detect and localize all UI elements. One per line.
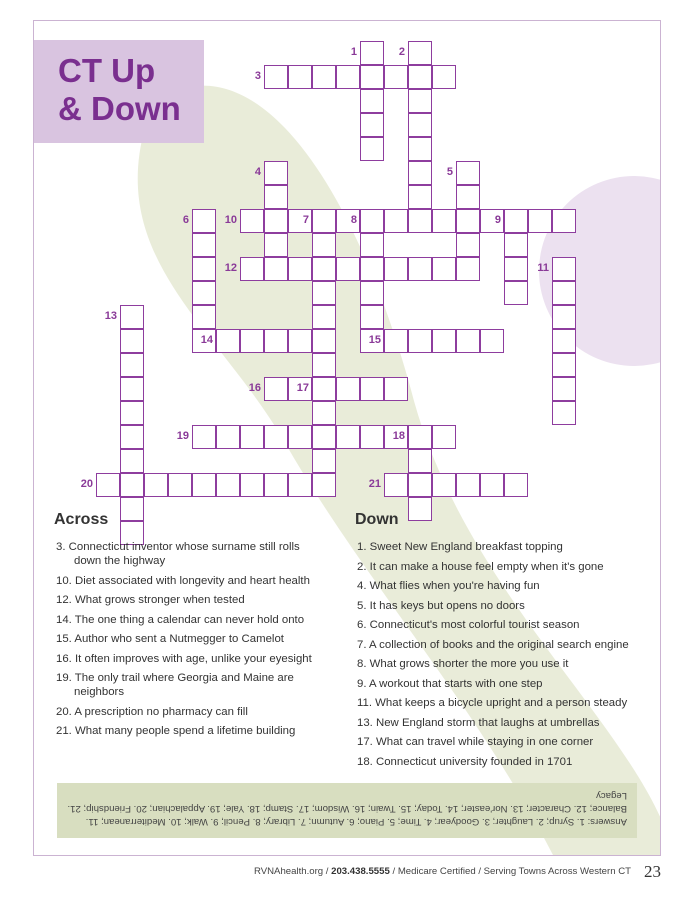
crossword-cell[interactable]	[408, 257, 432, 281]
clue-number: 4	[254, 166, 261, 178]
crossword-cell[interactable]	[408, 497, 432, 521]
crossword-cell[interactable]	[480, 329, 504, 353]
crossword-cell[interactable]	[288, 425, 312, 449]
across-clue: 21. What many people spend a lifetime building	[56, 725, 296, 737]
crossword-cell[interactable]	[384, 329, 408, 353]
across-clue: 3. Connecticut inventor whose surname still rolls down the highway	[56, 541, 300, 567]
crossword-cell[interactable]	[456, 329, 480, 353]
crossword-cell[interactable]	[432, 65, 456, 89]
clue-number: 10	[224, 214, 237, 226]
crossword-cell[interactable]	[288, 65, 312, 89]
clue-number: 9	[494, 214, 501, 226]
down-clue: 18. Connecticut university founded in 1701	[357, 755, 573, 768]
clue-number: 6	[182, 214, 189, 226]
crossword-cell[interactable]	[312, 329, 336, 353]
crossword-cell[interactable]	[264, 161, 288, 185]
crossword-cell[interactable]	[168, 473, 192, 497]
footer-separator: /	[389, 866, 398, 877]
crossword-cell[interactable]	[240, 209, 264, 233]
across-heading: Across	[54, 511, 109, 528]
crossword-cell[interactable]	[312, 257, 336, 281]
crossword-cell[interactable]	[240, 425, 264, 449]
crossword-cell[interactable]	[552, 281, 576, 305]
across-clue: 19. The only trail where Georgia and Maine are neighbors	[56, 672, 294, 698]
crossword-cell[interactable]	[264, 329, 288, 353]
crossword-cell[interactable]	[360, 305, 384, 329]
crossword-cell[interactable]	[552, 305, 576, 329]
page-number: 23	[644, 862, 661, 881]
crossword-cell[interactable]	[408, 137, 432, 161]
crossword-cell[interactable]	[408, 209, 432, 233]
clue-number: 16	[248, 382, 261, 394]
crossword-cell[interactable]	[216, 329, 240, 353]
clue-number: 3	[254, 70, 261, 82]
clue-number: 11	[537, 262, 549, 274]
crossword-cell[interactable]	[312, 401, 336, 425]
crossword-cell[interactable]	[360, 113, 384, 137]
down-clue: 11. What keeps a bicycle upright and a person steady	[357, 697, 628, 709]
crossword-cell[interactable]	[504, 473, 528, 497]
crossword-cell[interactable]	[264, 425, 288, 449]
crossword-cell[interactable]	[264, 473, 288, 497]
crossword-cell[interactable]	[120, 497, 144, 521]
down-clue: 8. What grows shorter the more you use it	[357, 658, 569, 670]
crossword-cell[interactable]	[552, 401, 576, 425]
crossword-cell[interactable]	[408, 329, 432, 353]
crossword-cell[interactable]	[192, 281, 216, 305]
crossword-cell[interactable]	[408, 89, 432, 113]
crossword-cell[interactable]	[408, 113, 432, 137]
clue-number: 14	[200, 334, 213, 346]
down-clue: 7. A collection of books and the original search engine	[357, 638, 629, 651]
crossword-cell[interactable]	[360, 233, 384, 257]
crossword-cell[interactable]	[192, 425, 216, 449]
clue-number: 1	[350, 46, 357, 58]
crossword-cell[interactable]	[456, 233, 480, 257]
crossword-cell[interactable]	[312, 473, 336, 497]
crossword-cell[interactable]	[360, 137, 384, 161]
clue-number: 15	[368, 334, 381, 346]
down-clue: 9. A workout that starts with one step	[357, 677, 543, 690]
crossword-cell[interactable]	[120, 401, 144, 425]
crossword-cell[interactable]	[360, 257, 384, 281]
crossword-cell[interactable]	[120, 425, 144, 449]
clue-number: 5	[446, 166, 453, 178]
crossword-cell[interactable]	[432, 473, 456, 497]
crossword-cell[interactable]	[120, 353, 144, 377]
crossword-cell[interactable]	[240, 473, 264, 497]
crossword-cell[interactable]	[384, 209, 408, 233]
crossword-cell[interactable]	[432, 425, 456, 449]
crossword-cell[interactable]	[384, 377, 408, 401]
down-heading: Down	[355, 511, 399, 528]
crossword-cell[interactable]	[336, 377, 360, 401]
crossword-cell[interactable]	[264, 257, 288, 281]
across-clue: 20. A prescription no pharmacy can fill	[56, 705, 248, 718]
crossword-cell[interactable]	[360, 89, 384, 113]
crossword-cell[interactable]	[408, 65, 432, 89]
crossword-cell[interactable]	[336, 257, 360, 281]
crossword-cell[interactable]	[504, 209, 528, 233]
down-clue: 13. New England storm that laughs at umbrellas	[357, 716, 600, 729]
crossword-cell[interactable]	[432, 329, 456, 353]
crossword-cell[interactable]	[456, 473, 480, 497]
crossword-cell[interactable]	[360, 65, 384, 89]
crossword-cell[interactable]	[120, 329, 144, 353]
crossword-cell[interactable]	[552, 209, 576, 233]
answer-key-box	[57, 783, 637, 838]
down-clue: 17. What can travel while staying in one corner	[357, 736, 594, 748]
crossword-cell[interactable]	[504, 281, 528, 305]
clue-number: 8	[350, 214, 357, 226]
crossword-cell[interactable]	[120, 473, 144, 497]
crossword-cell[interactable]	[432, 257, 456, 281]
crossword-cell[interactable]	[120, 377, 144, 401]
crossword-cell[interactable]	[552, 377, 576, 401]
crossword-cell[interactable]	[336, 425, 360, 449]
crossword-cell[interactable]	[312, 281, 336, 305]
crossword-cell[interactable]	[192, 233, 216, 257]
crossword-cell[interactable]	[456, 161, 480, 185]
clue-number: 2	[398, 46, 405, 58]
crossword-cell[interactable]	[264, 233, 288, 257]
crossword-cell[interactable]	[216, 473, 240, 497]
crossword-cell[interactable]	[384, 473, 408, 497]
crossword-cell[interactable]	[288, 473, 312, 497]
crossword-cell[interactable]	[432, 209, 456, 233]
footer-website: RVNAhealth.org	[253, 866, 324, 877]
across-clue: 14. The one thing a calendar can never hold onto	[56, 613, 305, 626]
crossword-cell[interactable]	[504, 233, 528, 257]
crossword-cell[interactable]	[264, 185, 288, 209]
crossword-cell[interactable]	[360, 209, 384, 233]
down-clue: 2. It can make a house feel empty when it's gone	[357, 560, 604, 573]
crossword-cell[interactable]	[96, 473, 120, 497]
crossword-cell[interactable]	[312, 353, 336, 377]
crossword-cell[interactable]	[312, 233, 336, 257]
crossword-cell[interactable]	[336, 65, 360, 89]
footer	[254, 866, 631, 877]
crossword-cell[interactable]	[384, 65, 408, 89]
clue-number: 18	[392, 430, 405, 442]
across-clue: 15. Author who sent a Nutmegger to Camelot	[56, 633, 284, 645]
across-clue: 10. Diet associated with longevity and heart health	[56, 574, 310, 587]
crossword-cell[interactable]	[288, 257, 312, 281]
crossword-cell[interactable]	[360, 377, 384, 401]
crossword-cell[interactable]	[192, 305, 216, 329]
clue-number: 21	[368, 478, 381, 490]
crossword-cell[interactable]	[264, 65, 288, 89]
down-clue: 5. It has keys but opens no doors	[357, 599, 525, 612]
crossword-cell[interactable]	[408, 449, 432, 473]
answer-key-text: Answers: 1. Syrup; 2. Laughter; 3. Goodyear; 4. Time; 5. Piano; 6. Autumn; 7. Library; 8. Pencil; 9. Walk; 10. Mediterranean; 11. Balance; 12. Character; 13. Nor'easter; 14. Today; 15. Twain; 16. Wisdom; 17. Stamp; 18. Yale; 19. Appalachian; 20. Friendship; 21. Legacy	[67, 790, 627, 827]
down-clue: 6. Connecticut's most colorful tourist season	[357, 619, 580, 631]
crossword-cell[interactable]	[480, 473, 504, 497]
crossword-cell[interactable]	[120, 305, 144, 329]
crossword-cell[interactable]	[408, 473, 432, 497]
down-clue: 4. What flies when you're having fun	[357, 580, 540, 592]
crossword-cell[interactable]	[456, 257, 480, 281]
down-clue-list	[357, 540, 647, 774]
crossword-cell[interactable]	[408, 425, 432, 449]
clue-number: 7	[302, 214, 309, 226]
crossword-cell[interactable]	[552, 329, 576, 353]
crossword-cell[interactable]	[312, 425, 336, 449]
crossword-cell[interactable]	[384, 257, 408, 281]
crossword-cell[interactable]	[312, 377, 336, 401]
clue-number: 13	[104, 310, 117, 322]
crossword-cell[interactable]	[456, 185, 480, 209]
crossword-cell[interactable]	[216, 425, 240, 449]
footer-separator: /	[323, 866, 332, 877]
page-title: CT Up & Down	[58, 52, 181, 127]
clue-number: 19	[176, 430, 189, 442]
crossword-cell[interactable]	[144, 473, 168, 497]
footer-tagline: Medicare Certified / Serving Towns Across Western CT	[397, 866, 631, 877]
crossword-cell[interactable]	[312, 449, 336, 473]
across-clue-list	[56, 540, 326, 744]
crossword-cell[interactable]	[408, 41, 432, 65]
across-clue: 16. It often improves with age, unlike your eyesight	[56, 652, 312, 665]
across-clue: 12. What grows stronger when tested	[56, 594, 245, 606]
crossword-cell[interactable]	[552, 257, 576, 281]
crossword-cell[interactable]	[528, 209, 552, 233]
clue-number: 17	[296, 382, 309, 394]
crossword-cell[interactable]	[408, 185, 432, 209]
crossword-cell[interactable]	[120, 449, 144, 473]
crossword-cell[interactable]	[552, 353, 576, 377]
clue-number: 12	[224, 262, 237, 274]
crossword-cell[interactable]	[192, 473, 216, 497]
crossword-cell[interactable]	[312, 305, 336, 329]
crossword-cell[interactable]	[312, 65, 336, 89]
crossword-cell[interactable]	[240, 257, 264, 281]
crossword-cell[interactable]	[288, 329, 312, 353]
crossword-cell[interactable]	[360, 281, 384, 305]
footer-phone: 203.438.5555	[331, 866, 390, 877]
down-clue: 1. Sweet New England breakfast topping	[357, 541, 563, 553]
clue-number: 20	[80, 478, 93, 490]
crossword-cell[interactable]	[240, 329, 264, 353]
